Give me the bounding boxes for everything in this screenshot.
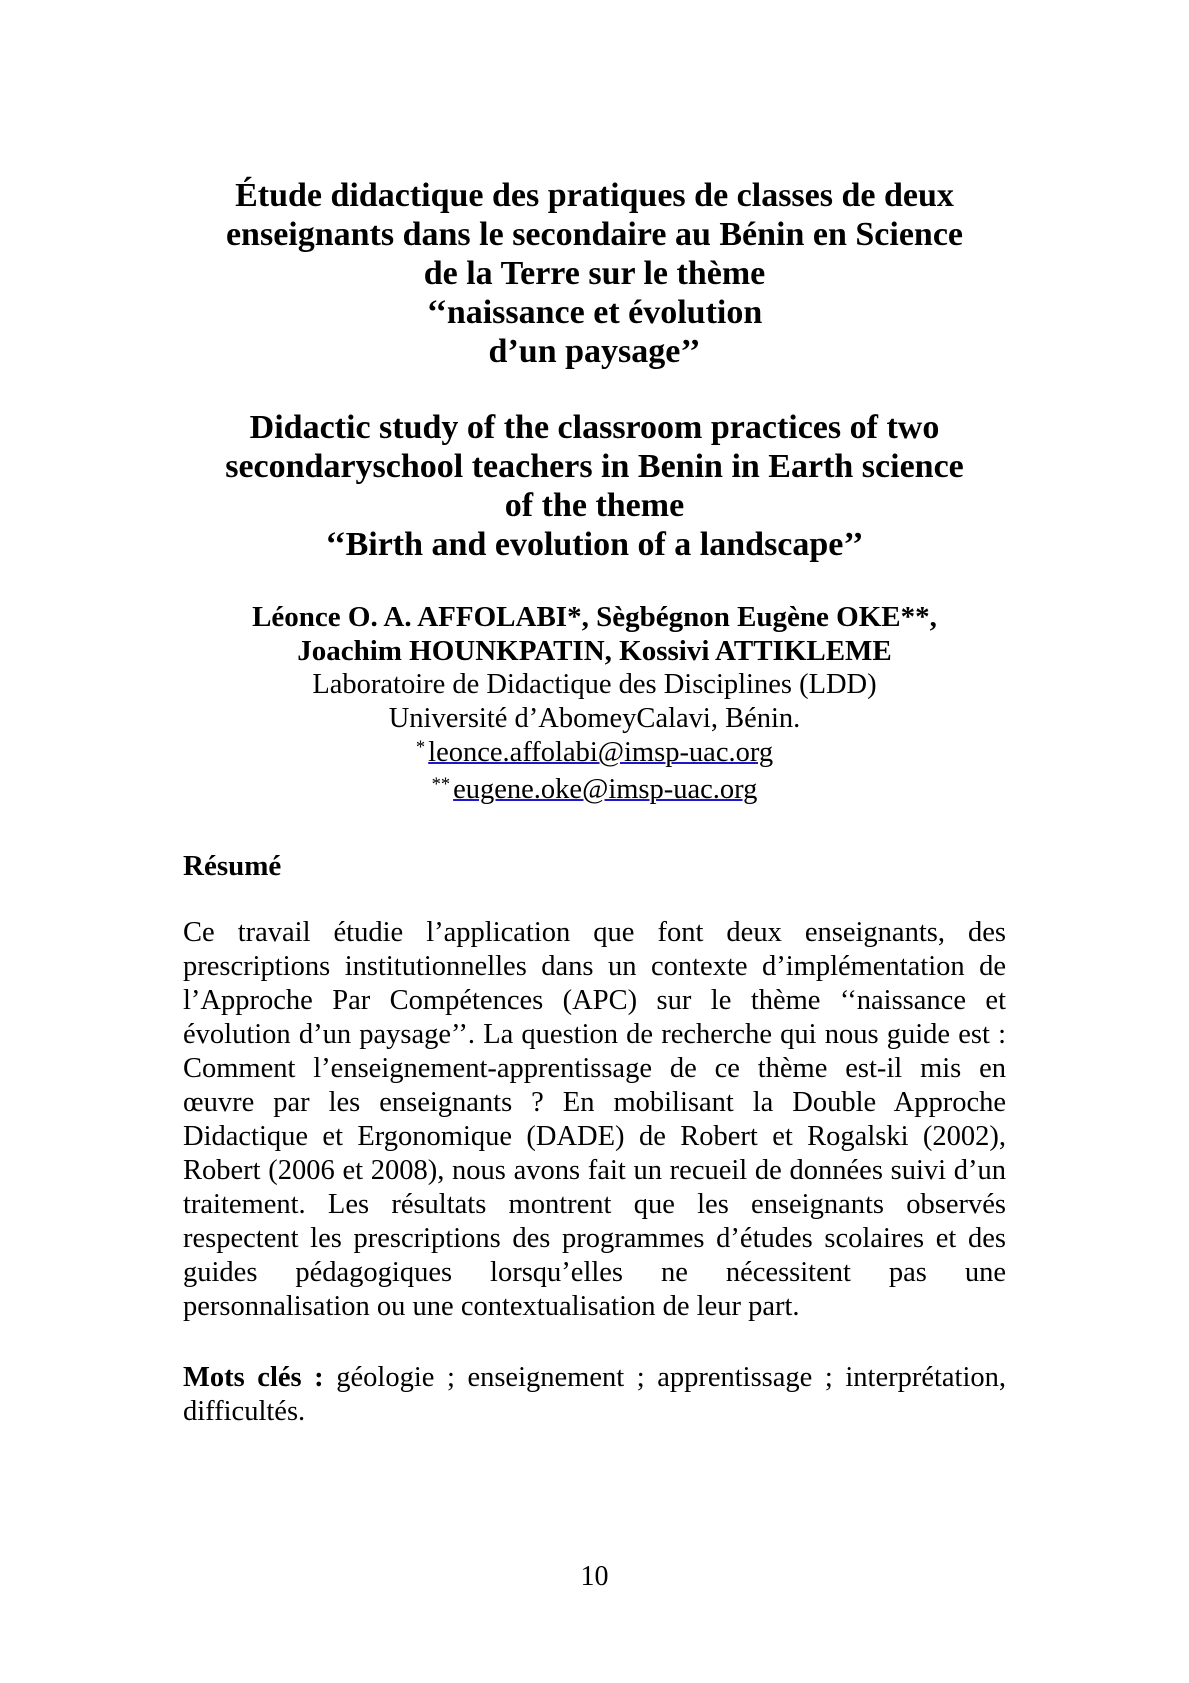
email-footnote-marker: **	[431, 773, 451, 795]
title-english	[183, 408, 1006, 564]
title-english-line: Didactic study of the classroom practices of two	[249, 409, 940, 446]
authors-line-2: Joachim HOUNKPATIN, Kossivi ATTIKLEME	[297, 635, 892, 667]
title-french-line: enseignants dans le secondaire au Bénin en Science	[225, 216, 964, 253]
email-footnote-marker: *	[415, 736, 426, 758]
email-line-2	[183, 773, 1006, 810]
title-french-line: d’un paysage’’	[488, 333, 701, 370]
title-english-line: of the theme	[504, 487, 685, 524]
email-line-1	[183, 736, 1006, 773]
abstract-text: Ce travail étudie l’application que font deux enseignants, des prescriptions institutionnelles dans un contexte d’implémentation de l’Approche Par Compétences (APC) sur le thème ‘‘naissance et évolution d’un paysage’’. La question de recherche qui nous guide est : Comment l’enseignement-apprentissage de ce thème est-il mis en œuvre par les enseignants ? En mobilisant la Double Approche Didactique et Ergonomique (DADE) de Robert et Rogalski (2002), Robert (2006 et 2008), nous avons fait un recueil de données suivi d’un traitement. Les résultats montrent que les enseignants observés respectent les prescriptions des programmes d’études scolaires et des guides pédagogiques lorsqu’elles ne nécessitent pas une personnalisation ou une contextualisation de leur part.	[183, 917, 1006, 1322]
byline-block	[183, 600, 1006, 810]
title-french-line: ‘‘naissance et évolution	[426, 294, 763, 331]
title-french-line: de la Terre sur le thème	[423, 255, 766, 292]
title-french-line: Étude didactique des pratiques de classes de deux	[235, 177, 954, 214]
abstract-heading: Résumé	[183, 850, 282, 882]
title-english-line: secondaryschool teachers in Benin in Earth science	[225, 448, 964, 485]
email-link-affolabi[interactable]: leonce.affolabi@imsp-uac.org	[428, 737, 774, 768]
page-number: 10	[580, 1561, 609, 1592]
keywords-text: géologie ; enseignement ; apprentissage ; interprétation, difficultés.	[183, 1362, 1007, 1427]
title-english-line: ‘‘Birth and evolution of a landscape’’	[325, 526, 864, 563]
authors-line-1: Léonce O. A. AFFOLABI*, Sègbégnon Eugène OKE**,	[252, 601, 937, 633]
keywords-block	[183, 1361, 1006, 1429]
keywords-label: Mots clés :	[183, 1362, 324, 1393]
page-content	[183, 0, 1006, 1429]
email-link-oke[interactable]: eugene.oke@imsp-uac.org	[453, 774, 758, 805]
affiliation-university: Université d’AbomeyCalavi, Bénin.	[388, 703, 801, 734]
title-french	[183, 176, 1006, 371]
affiliation-lab: Laboratoire de Didactique des Disciplines (LDD)	[312, 669, 877, 700]
